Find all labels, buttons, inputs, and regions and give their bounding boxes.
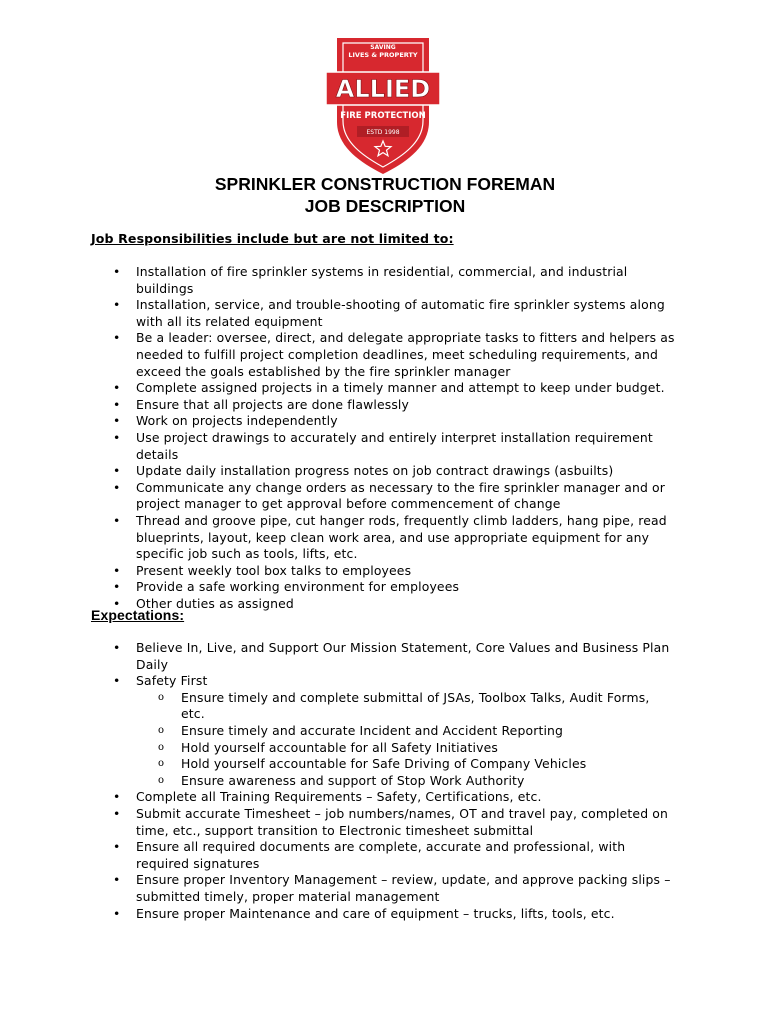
list-item-text: Work on projects independently: [136, 413, 338, 429]
responsibilities-heading: Job Responsibilities include but are not limited to:: [91, 231, 454, 246]
bullet-icon: •: [113, 463, 121, 479]
list-item-text: Ensure timely and accurate Incident and Accident Reporting: [181, 722, 564, 738]
list-item: [0, 806, 684, 839]
list-item-text: Ensure awareness and support of Stop Work Authority: [181, 772, 525, 788]
sub-list-item: [0, 756, 684, 773]
bullet-icon: •: [113, 297, 121, 313]
expectations-heading: Expectations:: [91, 607, 185, 623]
bullet-icon: •: [113, 579, 121, 595]
sub-list-item: [0, 773, 684, 790]
logo-subtitle: FIRE PROTECTION: [340, 111, 426, 121]
list-item-text: Safety First: [136, 673, 208, 689]
list-item-text: blueprints, layout, keep clean work area, and use appropriate equipment for any: [136, 529, 650, 545]
page-subtitle: JOB DESCRIPTION: [304, 196, 466, 216]
logo-tagline-2: LIVES & PROPERTY: [348, 51, 418, 59]
list-item-text: Hold yourself accountable for all Safety Initiatives: [181, 739, 498, 755]
list-item: [0, 640, 684, 673]
list-item-text: Submit accurate Timesheet – job numbers/names, OT and travel pay, completed on: [136, 805, 669, 821]
sub-list-item: [0, 723, 684, 740]
list-item-text: Ensure all required documents are complete, accurate and professional, with: [136, 839, 626, 855]
list-item-text: Complete all Training Requirements – Safety, Certifications, etc.: [136, 789, 542, 805]
bullet-icon: •: [113, 396, 121, 412]
list-item: [0, 789, 684, 806]
page-title: SPRINKLER CONSTRUCTION FOREMAN: [214, 174, 556, 194]
list-item-text: Daily: [136, 656, 169, 672]
list-item-text: Installation of fire sprinkler systems in residential, commercial, and industrial: [136, 264, 628, 279]
bullet-icon: •: [113, 429, 121, 445]
list-item-text: needed to fulfill project completion deadlines, meet scheduling requirements, and: [136, 346, 659, 362]
list-item: [0, 463, 684, 480]
list-item: [0, 579, 684, 596]
list-item-text: Hold yourself accountable for Safe Driving of Company Vehicles: [181, 756, 587, 772]
logo-brand: ALLIED: [335, 75, 431, 103]
circle-bullet-icon: o: [158, 691, 165, 703]
circle-bullet-icon: o: [158, 724, 165, 736]
bullet-icon: •: [113, 330, 121, 346]
bullet-icon: •: [113, 673, 121, 689]
circle-bullet-icon: o: [158, 758, 165, 770]
list-item: [0, 397, 684, 414]
bullet-icon: •: [113, 640, 121, 655]
list-item: [0, 413, 684, 430]
sub-list-item: [0, 690, 684, 723]
list-item: [0, 872, 684, 905]
list-item-text: Update daily installation progress notes on job contract drawings (asbuilts): [136, 463, 614, 479]
list-item: [0, 480, 684, 513]
list-item-text: Installation, service, and trouble-shooting of automatic fire sprinkler systems along: [136, 297, 665, 313]
bullet-icon: •: [113, 512, 121, 528]
list-item-text: Communicate any change orders as necessary to the fire sprinkler manager and or: [136, 479, 666, 495]
list-item: [0, 839, 684, 872]
list-item-text: Present weekly tool box talks to employees: [136, 562, 412, 578]
bullet-icon: •: [113, 595, 121, 611]
list-item-text: Believe In, Live, and Support Our Mission Statement, Core Values and Business Plan: [136, 640, 670, 655]
list-item-text: Other duties as assigned: [136, 595, 294, 611]
list-item: [0, 513, 684, 563]
list-item: [0, 673, 684, 690]
bullet-icon: •: [113, 264, 121, 279]
list-item-text: Ensure that all projects are done flawlessly: [136, 396, 410, 412]
list-item: [0, 330, 684, 380]
list-item: [0, 380, 684, 397]
bullet-icon: •: [113, 839, 121, 855]
list-item-text: project manager to get approval before commencement of change: [136, 496, 561, 512]
expectations-list: [0, 640, 770, 922]
list-item-text: Ensure timely and complete submittal of JSAs, Toolbox Talks, Audit Forms,: [181, 689, 650, 705]
list-item-text: Thread and groove pipe, cut hanger rods, frequently climb ladders, hang pipe, read: [136, 512, 667, 528]
list-item-text: buildings: [136, 280, 194, 296]
list-item-text: time, etc., support transition to Electronic timesheet submittal: [136, 822, 534, 838]
bullet-icon: •: [113, 380, 121, 396]
list-item: [0, 563, 684, 580]
bullet-icon: •: [113, 905, 121, 921]
bullet-icon: •: [113, 805, 121, 821]
list-item: [0, 297, 684, 330]
circle-bullet-icon: o: [158, 741, 165, 753]
list-item-text: Ensure proper Inventory Management – review, update, and approve packing slips –: [136, 872, 671, 888]
list-item-text: Complete assigned projects in a timely manner and attempt to keep under budget.: [136, 380, 665, 396]
bullet-icon: •: [113, 872, 121, 888]
list-item-text: Be a leader: oversee, direct, and delegate appropriate tasks to fitters and helpers as: [136, 330, 675, 346]
list-item: [0, 906, 684, 923]
bullet-icon: •: [113, 413, 121, 429]
circle-bullet-icon: o: [158, 774, 165, 786]
list-item: [0, 264, 684, 297]
logo-established: ESTD 1998: [366, 129, 400, 136]
sub-list-item: [0, 740, 684, 757]
bullet-icon: •: [113, 562, 121, 578]
list-item-text: details: [136, 446, 179, 462]
list-item-text: Provide a safe working environment for employees: [136, 579, 460, 595]
bullet-icon: •: [113, 479, 121, 495]
list-item-text: exceed the goals established by the fire sprinkler manager: [136, 363, 511, 379]
logo-tagline-1: SAVING: [370, 44, 396, 51]
responsibilities-list: [0, 264, 770, 612]
list-item-text: specific job such as tools, lifts, etc.: [136, 546, 358, 562]
list-item-text: with all its related equipment: [136, 313, 323, 329]
bullet-icon: •: [113, 789, 121, 805]
list-item-text: required signatures: [136, 855, 260, 871]
list-item: [0, 430, 684, 463]
list-item-text: Use project drawings to accurately and entirely interpret installation requirement: [136, 429, 653, 445]
company-logo: [323, 34, 443, 176]
list-item-text: submitted timely, proper material management: [136, 888, 440, 904]
list-item-text: Ensure proper Maintenance and care of equipment – trucks, lifts, tools, etc.: [136, 905, 615, 921]
list-item-text: etc.: [181, 706, 205, 722]
